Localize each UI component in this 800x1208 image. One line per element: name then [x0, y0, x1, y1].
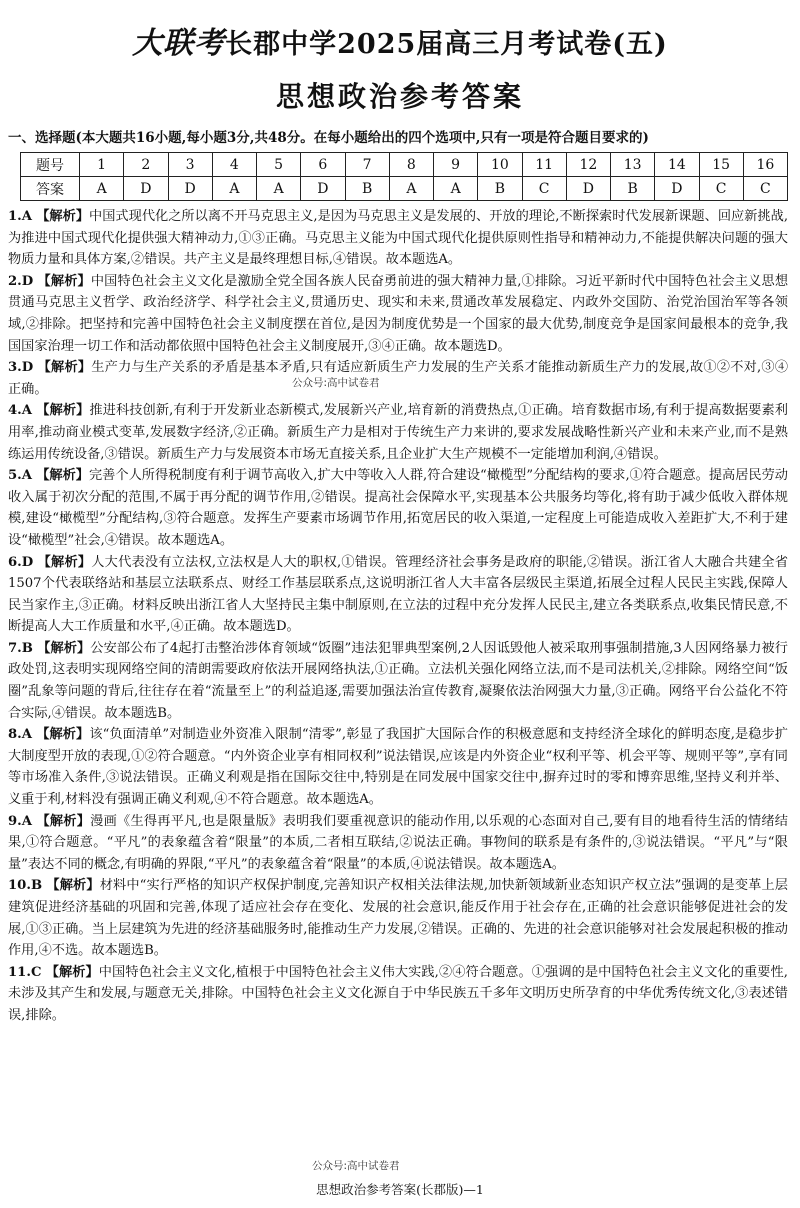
- answer-cell: D: [168, 177, 212, 201]
- analysis-tag: 【解析】: [37, 640, 91, 656]
- answer-cell: B: [478, 177, 522, 201]
- explanation-item: [8, 811, 788, 876]
- explanation-text: 中国特色社会主义文化,植根于中国特色社会主义伟大实践,②④符合题意。①强调的是中国特色社会主义文化的重要性,未涉及其产生和发展,与题意无关,排除。中国特色社会主义文化源自于中华民族五千多年文明历史所孕育的中华优秀传统文化,③表述错误,排除。: [8, 964, 788, 1023]
- analysis-tag: 【解析】: [45, 964, 99, 980]
- question-number-cell: 15: [699, 153, 743, 177]
- item-number: 10.B: [8, 878, 43, 894]
- question-number-cell: 5: [257, 153, 301, 177]
- section-title: 一、选择题(本大题共16小题,每小题3分,共48分。在每小题给出的四个选项中,只有一项是符合题目要求的): [8, 130, 649, 146]
- analysis-tag: 【解析】: [37, 554, 92, 570]
- question-number-cell: 4: [212, 153, 256, 177]
- document-subtitle: 思想政治参考答案: [275, 80, 524, 113]
- answer-cell: C: [699, 177, 743, 201]
- item-number: 7.B: [8, 640, 33, 656]
- question-number-cell: 6: [301, 153, 345, 177]
- answer-cell: B: [611, 177, 655, 201]
- exam-header: [0, 18, 800, 62]
- question-number-cell: 2: [124, 153, 168, 177]
- question-number-cell: 10: [478, 153, 522, 177]
- explanation-item: [8, 552, 788, 638]
- explanation-text: 中国特色社会主义文化是激励全党全国各族人民奋勇前进的强大精神力量,①排除。习近平新时代中国特色社会主义思想贯通马克思主义哲学、政治经济学、科学社会主义,贯通历史、现实和未来,贯通改革发展稳定、内政外交国防、治党治国治军等各领域,②排除。把坚持和完善中国特色社会主义制度摆在首位,是因为制度优势是一个国家的最大优势,制度竞争是国家间最根本的竞争,我国国家治理一切工作和活动都依照中国特色社会主义制度展开,③④正确。故本题选D。: [8, 273, 789, 354]
- exam-title: 长郡中学2025届高三月考试卷(五): [225, 29, 668, 60]
- watermark-text: 公众号:高中试卷君: [312, 1160, 400, 1172]
- answer-cell: B: [345, 177, 389, 201]
- analysis-tag: 【解析】: [36, 813, 91, 829]
- answer-row: [21, 177, 788, 201]
- answer-cell: A: [212, 177, 256, 201]
- explanation-text: 中国式现代化之所以离不开马克思主义,是因为马克思主义是发展的、开放的理论,不断探索时代发展新课题、回应新挑战,为推进中国式现代化提供强大精神动力,①③正确。马克思主义能为中国式现代化提供原则性指导和精神动力,不能提供解决问题的强大物质力量和具体方案,②错误。共产主义是最终理想目标,④错误。故本题选A。: [8, 209, 789, 268]
- explanation-item: [8, 724, 788, 810]
- answer-cell: A: [257, 177, 301, 201]
- analysis-tag: 【解析】: [46, 878, 100, 894]
- item-number: 4.A: [8, 403, 32, 419]
- question-number-cell: 3: [168, 153, 212, 177]
- question-number-cell: 16: [743, 153, 787, 177]
- answer-cell: A: [389, 177, 433, 201]
- row-label-answer: 答案: [21, 177, 80, 201]
- page-footer: 思想政治参考答案(长郡版)—1: [316, 1182, 484, 1197]
- answer-cell: D: [124, 177, 168, 201]
- analysis-tag: 【解析】: [37, 273, 91, 289]
- answer-cell: D: [655, 177, 699, 201]
- question-number-cell: 1: [80, 153, 124, 177]
- question-number-cell: 13: [611, 153, 655, 177]
- explanation-item: [8, 357, 788, 400]
- analysis-tag: 【解析】: [36, 209, 90, 224]
- question-number-cell: 12: [566, 153, 610, 177]
- answer-cell: D: [301, 177, 345, 201]
- analysis-tag: 【解析】: [36, 403, 90, 419]
- question-number-cell: 7: [345, 153, 389, 177]
- explanation-text: 生产力与生产关系的矛盾是基本矛盾,只有适应新质生产力发展的生产关系才能推动新质生产力的发展,故①②不对,③④正确。: [8, 360, 789, 397]
- item-number: 3.D: [8, 360, 34, 376]
- explanation-text: 该“负面清单”对制造业外资准入限制“清零”,彰显了我国扩大国际合作的积极意愿和支持经济全球化的鲜明态度,是稳步扩大制度型开放的表现,①②符合题意。“内外资企业享有相同权利”说法错误,应该是内外资企业“权利平等、机会平等、规则平等”,享有同等市场准入条件,③说法错误。正确义利观是指在国际交往中,特别是在同发展中国家交往中,摒弃过时的零和博弈思维,坚持义利并举、义重于利,材料没有强调正确义利观,④不符合题意。故本题选A。: [8, 727, 788, 808]
- row-label-number: 题号: [21, 153, 80, 177]
- answer-cell: C: [522, 177, 566, 201]
- analysis-tag: 【解析】: [36, 727, 90, 743]
- explanation-text: 材料中“实行严格的知识产权保护制度,完善知识产权相关法律法规,加快新领域新业态知识产权立法”强调的是变革上层建筑促进经济基础的巩固和完善,体现了适应社会存在变化、发展的社会意识,能反作用于社会存在,正确的社会意识能够促进社会的发展,①③正确。当上层建筑为先进的经济基础服务时,能推动生产力发展,②错误。正确的、先进的社会意识能够对社会发展起积极的推动作用,④不选。故本题选B。: [8, 878, 788, 959]
- explanation-item: [8, 875, 788, 961]
- question-number-row: [21, 153, 788, 177]
- item-number: 11.C: [8, 964, 42, 980]
- answer-table: [20, 152, 788, 201]
- answer-cell: C: [743, 177, 787, 201]
- brand-logo-text: 大联考: [132, 26, 226, 61]
- explanation-item: [8, 638, 788, 724]
- item-number: 2.D: [8, 273, 34, 289]
- question-number-cell: 8: [389, 153, 433, 177]
- explanation-item: [8, 400, 788, 465]
- item-number: 5.A: [8, 468, 32, 484]
- explanation-text: 公安部公布了4起打击整治涉体育领域“饭圈”违法犯罪典型案例,2人因诋毁他人被采取刑事强制措施,3人因网络暴力被行政处罚,这表明实现网络空间的清朗需要政府依法开展网络执法,①正确。立法机关强化网络立法,而不是司法机关,②排除。网络空间“饭圈”乱象等问题的背后,往往存在着“流量至上”的利益追逐,需要加强法治宣传教育,凝聚依法治网强大力量,③正确。网络平台公益化不符合实际,④错误。故本题选B。: [8, 640, 788, 721]
- explanation-text: 推进科技创新,有利于开发新业态新模式,发展新兴产业,培育新的消费热点,①正确。培育数据市场,有利于提高数据要素利用率,推动商业模式变革,发展数字经济,②正确。新质生产力是相对于传统生产力来讲的,要求发展战略性新兴产业和未来产业,而不是熟练运用传统设备,③错误。新质生产力与发展资本市场无直接关系,且企业扩大生产规模不一定能增加利润,④错误。: [8, 403, 788, 462]
- item-number: 1.A: [8, 209, 32, 224]
- explanation-item: [8, 206, 788, 271]
- item-number: 6.D: [8, 554, 34, 570]
- analysis-tag: 【解析】: [36, 468, 89, 484]
- watermark-text: 公众号:高中试卷君: [292, 377, 380, 389]
- analysis-tag: 【解析】: [37, 360, 92, 376]
- explanations: [8, 206, 788, 1027]
- question-number-cell: 14: [655, 153, 699, 177]
- answer-cell: A: [434, 177, 478, 201]
- answer-cell: A: [80, 177, 124, 201]
- explanation-item: [8, 962, 788, 1027]
- item-number: 8.A: [8, 727, 32, 743]
- item-number: 9.A: [8, 813, 32, 829]
- explanation-text: 漫画《生得再平凡,也是限量版》表明我们要重视意识的能动作用,以乐观的心态面对自己,要有目的地看待生活的情绪结果,①符合题意。“平凡”的表象蕴含着“限量”的本质,二者相互联结,②说法正确。事物间的联系是有条件的,③说法错误。“平凡”与“限量”表达不同的概念,有明确的界限,“平凡”的表象蕴含着“限量”的本质,④说法错误。故本题选A。: [8, 813, 788, 872]
- explanation-text: 完善个人所得税制度有利于调节高收入,扩大中等收入人群,符合建设“橄榄型”分配结构的要求,①符合题意。提高居民劳动收入属于初次分配的范围,不属于再分配的调节作用,②错误。提高社会保障水平,实现基本公共服务均等化,将有助于减少低收入群体规模,建设“橄榄型”分配结构,③符合题意。发挥生产要素市场调节作用,拓宽居民的收入渠道,一定程度上可能造成收入差距扩大,不利于建设“橄榄型”社会,④错误。故本题选A。: [8, 468, 788, 548]
- explanation-text: 人大代表没有立法权,立法权是人大的职权,①错误。管理经济社会事务是政府的职能,②错误。浙江省人大融合共建全省1507个代表联络站和基层立法联系点、财经工作基层联系点,这说明浙江省人大丰富各层级民主渠道,拓展全过程人民民主实践,保障人民当家作主,③正确。材料反映出浙江省人大坚持民主集中制原则,在立法的过程中充分发挥人民民主,建立各类联系点,收集民情民意,不断提高人大工作质量和水平,④正确。故本题选D。: [8, 554, 789, 635]
- explanation-item: [8, 465, 788, 551]
- question-number-cell: 11: [522, 153, 566, 177]
- explanation-item: [8, 271, 788, 357]
- question-number-cell: 9: [434, 153, 478, 177]
- answer-cell: D: [566, 177, 610, 201]
